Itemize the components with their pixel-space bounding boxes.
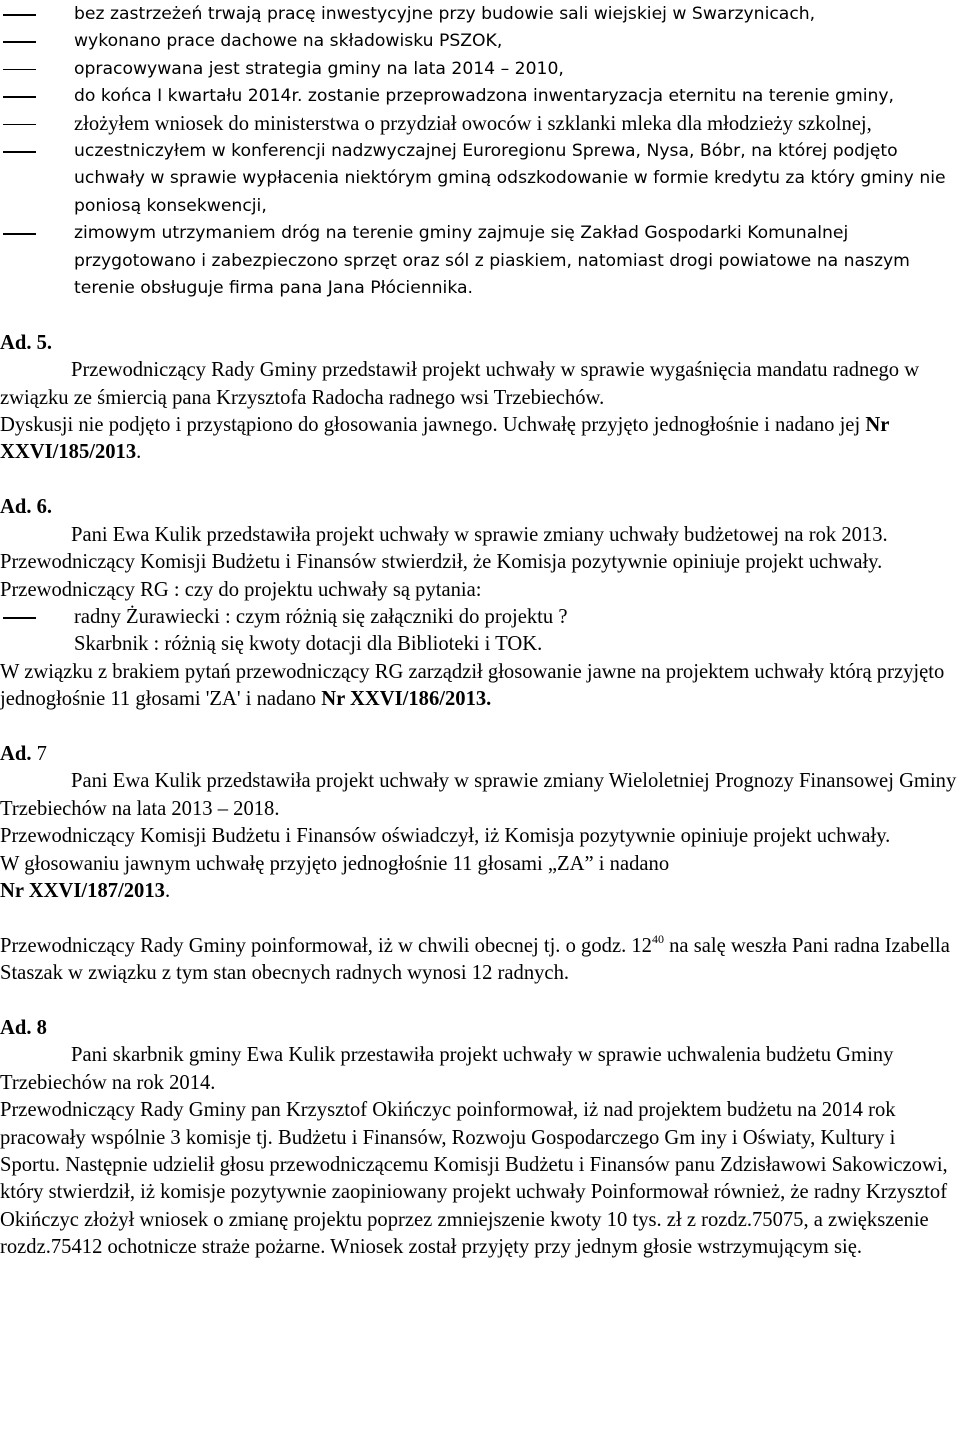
dash-bullet-icon [3,617,36,619]
list-item [0,1,960,28]
paragraph: Pani Ewa Kulik przedstawiła projekt uchwały w sprawie zmiany Wieloletniej Prognozy Finansowej Gminy Trzebiechów na lata 2013 – 2018. [0,770,957,820]
paragraph: Przewodniczący Komisji Budżetu i Finansów oświadczył, iż Komisja pozytywnie opiniuje projekt uchwały. [0,825,891,848]
list-item-text: bez zastrzeżeń trwają pracę inwestycyjne przy budowie sali wiejskiej w Swarzynicach, [74,4,816,24]
list-item [0,604,960,631]
dash-bullet-icon [3,96,36,98]
bullet-list-serif [0,111,960,138]
note-paragraph [0,933,960,988]
paragraph-text: na salę weszła Pani radna Izabella Staszak w związku z tym stan obecnych radnych wynosi 12 radnych. [0,934,950,985]
list-item-text: opracowywana jest strategia gminy na lata 2014 – 2010, [74,58,564,79]
list-item-text: wykonano prace dachowe na składowisku PSZOK, [74,31,503,52]
dash-bullet-icon [3,151,36,153]
paragraph-text: Dyskusji nie podjęto i przystąpiono do głosowania jawnego. [0,414,498,437]
document-page [0,1,960,1262]
paragraph: Pani Ewa Kulik przedstawiła projekt uchwały w sprawie zmiany uchwały budżetowej na rok 2013. [71,523,888,546]
paragraph-text: Uchwałę przyjęto jednogłośnie i nadano jej [497,414,866,437]
list-item-text-continued: zostanie przeprowadzona inwentaryzacja eternitu na terenie gminy, [302,86,895,107]
dash-bullet-icon [3,41,36,43]
paragraph-text: . [164,879,171,902]
section-heading: Ad. 5. [0,331,53,354]
paragraph [0,878,960,905]
resolution-number: Nr XXVI/187/2013 [0,879,165,902]
paragraph-text: W związku z brakiem pytań przewodniczący RG zarządził głosowanie jawne na projektem uchwały którą przyjęto jednogłośnie 11 głosami 'ZA' i nadano [0,660,945,711]
dash-bullet-icon [3,233,36,235]
list-item [0,111,960,138]
paragraph-text: Przewodniczący Rady Gminy poinformował, iż w chwili obecnej tj. o godz. 12 [0,934,652,957]
bullet-list-activities-2 [0,138,960,302]
list-item-text: zimowym utrzymaniem dróg na terenie gminy zajmuje się Zakład Gospodarki Komunalnej przygotowano i zabezpieczono sprzęt oraz sól z piaskiem, natomiast drogi powiatowe na naszym terenie obsługuje firma pana Jana Płóciennika. [74,223,910,299]
list-item [0,28,960,55]
paragraph: Pani skarbnik gminy Ewa Kulik przestawiła projekt uchwały w sprawie uchwalenia budżetu Gminy Trzebiechów na rok 2014. [0,1044,894,1094]
section-ad-6 [0,494,960,713]
section-heading-number: 7 [31,742,47,765]
dash-bullet-icon [3,69,36,71]
list-item-text: uczestniczyłem w konferencji nadzwyczajnej Euroregionu Sprewa, Nysa, Bóbr, na której podjęto uchwały w sprawie wypłacenia niektórym gminą odszkodowanie w formie kredytu za który gminy nie poniosą konsekwencji, [74,141,946,216]
section-heading [0,741,960,768]
list-item [0,220,960,302]
dash-bullet-icon [3,124,36,126]
section-heading: Ad. 6. [0,496,53,519]
list-item [0,56,960,83]
section-heading-text: Ad. [0,742,32,765]
bullet-list-activities [0,1,960,111]
paragraph: Przewodniczący Rady Gminy pan Krzysztof Okińczyc poinformował, iż nad projektem budżetu na 2014 rok pracowały wspólnie 3 komisje tj. Budżetu i Finansów, Rozwoju Gospodarczego Gm iny i Oświaty, Kultury i Sportu. Następnie udzielił głosu przewodniczącemu Komisji Budżetu i Finansów panu Zdzisławowi Sakowiczowi, który stwierdził, iż komisje pozytywnie zaopiniowany projekt uchwały Poinformował również, że radny Krzysztof Okińczyc złożył wniosek o zmianę projektu poprzez zmniejszenie kwoty 10 tys. zł z rozdz.75075, a zwiększenie rozdz.75412 ochotnicze straże pożarne. Wniosek został przyjęty przy jednym głosie wstrzymującym się. [0,1099,948,1259]
section-ad-5 [0,330,960,467]
paragraph: Skarbnik : różnią się kwoty dotacji dla Biblioteki i TOK. [74,633,543,656]
list-item [0,83,960,110]
paragraph [0,412,960,467]
list-item-text: złożyłem wniosek do ministerstwa o przydział owoców i szklanki mleka dla młodzieży szkolnej, [74,112,872,135]
dash-bullet-icon [3,14,36,16]
list-item-text: do końca I kwartału 2014r. [74,86,303,107]
time-minutes-superscript: 40 [651,931,664,946]
list-item [0,138,960,220]
section-heading: Ad. 8 [0,1016,47,1039]
paragraph [0,659,960,714]
resolution-number: Nr XXVI/185/2013 [0,414,889,464]
paragraph: Przewodniczący Rady Gminy przedstawił projekt uchwały w sprawie wygaśnięcia mandatu radnego w związku ze śmiercią pana Krzysztofa Radocha radnego wsi Trzebiechów. [0,359,920,409]
paragraph: W głosowaniu jawnym uchwałę przyjęto jednogłośnie 11 głosami „ZA” i nadano [0,852,670,875]
resolution-number: Nr XXVI/186/2013. [321,688,492,711]
section-ad-7 [0,741,960,905]
paragraph-text: . [136,441,142,464]
list-item-text: radny Żurawiecki : czym różnią się załączniki do projektu ? [74,605,568,628]
paragraph: Przewodniczący RG : czy do projektu uchwały są pytania: [0,578,482,601]
section-ad-8 [0,1015,960,1262]
paragraph: Przewodniczący Komisji Budżetu i Finansów stwierdził, że Komisja pozytywnie opiniuje projekt uchwały. [0,551,883,574]
